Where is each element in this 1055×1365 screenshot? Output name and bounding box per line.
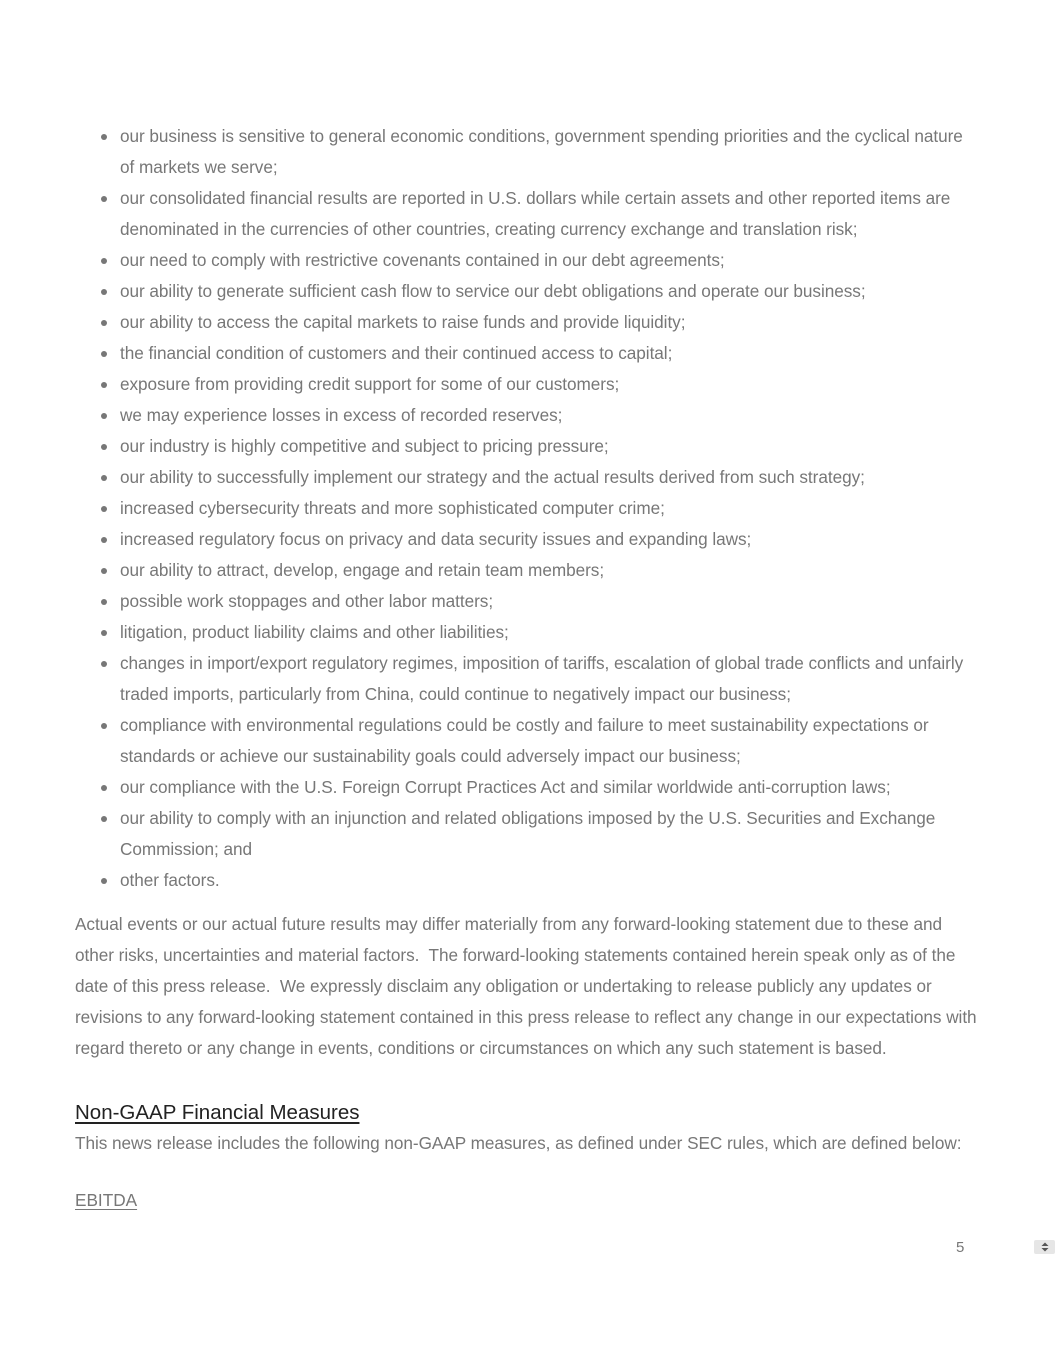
list-item — [75, 648, 980, 710]
list-item-text: our need to comply with restrictive covenants contained in our debt agreements; — [120, 250, 725, 270]
list-item — [75, 183, 980, 245]
list-item-text: our ability to access the capital markets to raise funds and provide liquidity; — [120, 312, 686, 332]
bullet-icon — [101, 289, 107, 295]
bullet-icon — [101, 134, 107, 140]
list-item — [75, 245, 980, 276]
list-item — [75, 710, 980, 772]
list-item-text: other factors. — [120, 870, 220, 890]
non-gaap-heading: Non-GAAP Financial Measures — [75, 1101, 360, 1124]
list-item — [75, 338, 980, 369]
list-item — [75, 462, 980, 493]
bullet-icon — [101, 723, 107, 729]
bullet-icon — [101, 816, 107, 822]
list-item-text: changes in import/export regulatory regimes, imposition of tariffs, escalation of global trade conflicts and unfairly traded imports, particularly from China, could continue to negatively impact our business; — [120, 653, 964, 704]
bullet-icon — [101, 599, 107, 605]
bullet-icon — [101, 444, 107, 450]
list-item — [75, 555, 980, 586]
bullet-icon — [101, 661, 107, 667]
list-item-text: increased regulatory focus on privacy and data security issues and expanding laws; — [120, 529, 752, 549]
bullet-icon — [101, 537, 107, 543]
forward-looking-disclaimer: Actual events or our actual future results may differ materially from any forward-looking statement due to these and other risks, uncertainties and material factors. The forward-looking statements contained herein speak only as of the date of this press release. We expressly disclaim any obligation or undertaking to release publicly any updates or revisions to any forward-looking statement contained in this press release to reflect any change in our expectations with regard thereto or any change in events, conditions or circumstances on which any such statement is based. — [75, 914, 982, 1058]
page-number: 5 — [956, 1239, 965, 1256]
list-item-text: our consolidated financial results are reported in U.S. dollars while certain assets and other reported items are denominated in the currencies of other countries, creating currency exchange and translation risk; — [120, 188, 951, 239]
list-item-text: our ability to successfully implement our strategy and the actual results derived from such strategy; — [120, 467, 865, 487]
list-item — [75, 865, 980, 896]
list-item — [75, 493, 980, 524]
list-item — [75, 121, 980, 183]
list-item — [75, 369, 980, 400]
up-down-arrows-icon — [1041, 1242, 1049, 1252]
list-item-text: our industry is highly competitive and subject to pricing pressure; — [120, 436, 609, 456]
bullet-icon — [101, 785, 107, 791]
list-item — [75, 803, 980, 865]
page-scroll-control[interactable] — [1034, 1240, 1055, 1254]
list-item-text: compliance with environmental regulations could be costly and failure to meet sustainability expectations or standards or achieve our sustainability goals could adversely impact our business; — [120, 715, 929, 766]
list-item-text: our compliance with the U.S. Foreign Corrupt Practices Act and similar worldwide anti-corruption laws; — [120, 777, 891, 797]
bullet-icon — [101, 475, 107, 481]
list-item — [75, 400, 980, 431]
risk-factor-list — [75, 121, 980, 896]
bullet-icon — [101, 630, 107, 636]
list-item-text: exposure from providing credit support for some of our customers; — [120, 374, 620, 394]
ebitda-heading: EBITDA — [75, 1190, 138, 1210]
bullet-icon — [101, 413, 107, 419]
list-item-text: litigation, product liability claims and other liabilities; — [120, 622, 509, 642]
list-item — [75, 276, 980, 307]
non-gaap-intro: This news release includes the following non-GAAP measures, as defined under SEC rules, which are defined below: — [75, 1133, 962, 1153]
list-item-text: possible work stoppages and other labor matters; — [120, 591, 494, 611]
bullet-icon — [101, 382, 107, 388]
list-item-text: our ability to generate sufficient cash flow to service our debt obligations and operate our business; — [120, 281, 866, 301]
bullet-icon — [101, 506, 107, 512]
list-item-text: we may experience losses in excess of recorded reserves; — [120, 405, 563, 425]
bullet-icon — [101, 568, 107, 574]
list-item-text: the financial condition of customers and their continued access to capital; — [120, 343, 673, 363]
list-item — [75, 431, 980, 462]
list-item — [75, 586, 980, 617]
document-page — [75, 121, 980, 1216]
bullet-icon — [101, 320, 107, 326]
list-item-text: our ability to attract, develop, engage and retain team members; — [120, 560, 605, 580]
bullet-icon — [101, 351, 107, 357]
list-item — [75, 772, 980, 803]
bullet-icon — [101, 258, 107, 264]
list-item-text: our business is sensitive to general economic conditions, government spending priorities and the cyclical nature of markets we serve; — [120, 126, 963, 177]
list-item — [75, 524, 980, 555]
list-item — [75, 617, 980, 648]
bullet-icon — [101, 878, 107, 884]
list-item-text: our ability to comply with an injunction and related obligations imposed by the U.S. Securities and Exchange Commission; and — [120, 808, 936, 859]
bullet-icon — [101, 196, 107, 202]
list-item-text: increased cybersecurity threats and more sophisticated computer crime; — [120, 498, 665, 518]
list-item — [75, 307, 980, 338]
